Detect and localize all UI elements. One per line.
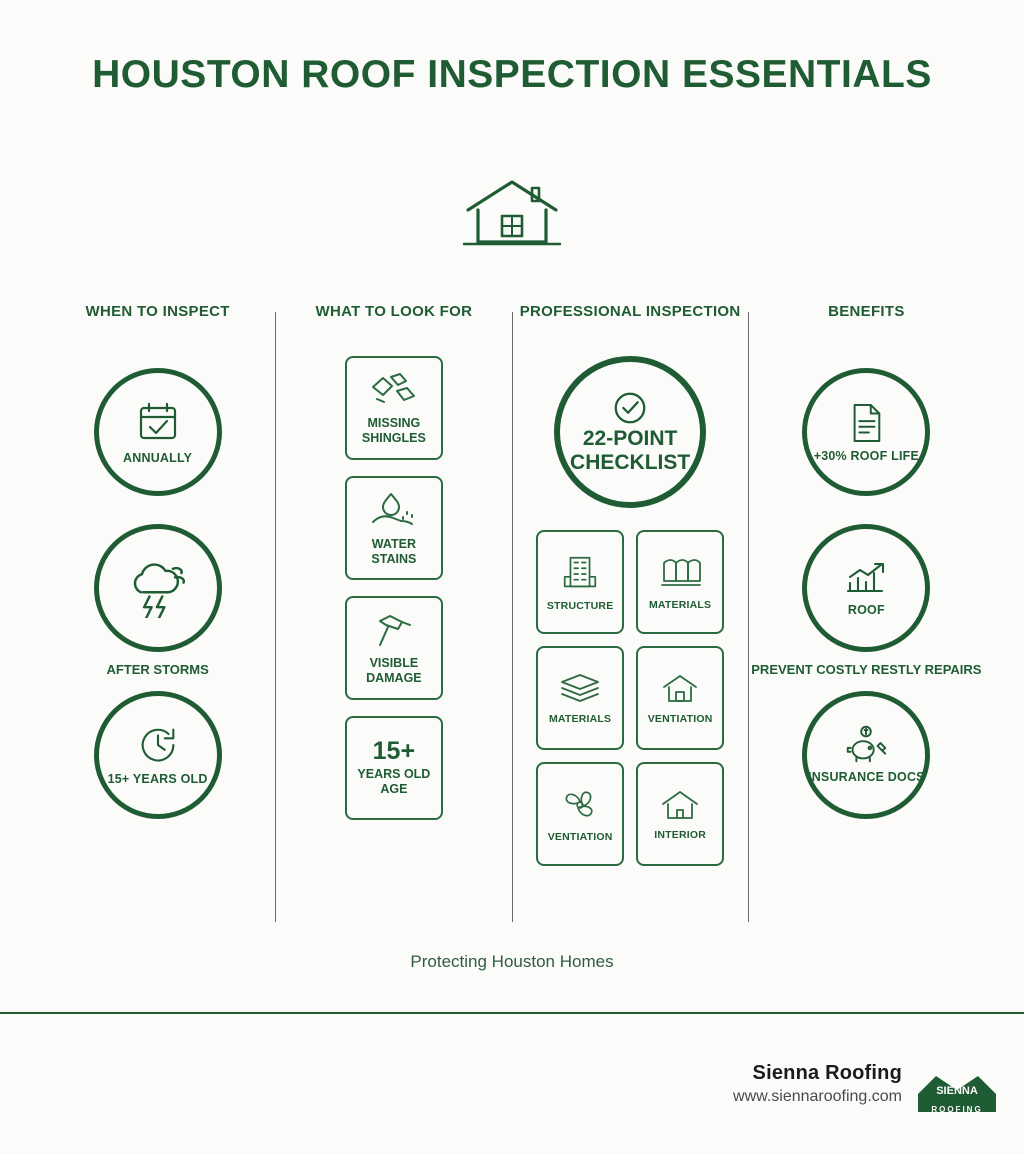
card-visible-damage: [345, 596, 443, 700]
minicard-ventiation-2: [536, 762, 624, 866]
item-caption: +30% ROOF LIFE: [813, 448, 919, 463]
item-label: AFTER STORMS: [106, 662, 209, 677]
footer-brand: [733, 1062, 902, 1106]
card-caption: VISIBLE DAMAGE: [366, 655, 422, 685]
column-when-to-inspect: [40, 302, 275, 922]
check-circle-icon: [611, 389, 649, 427]
column-title: PROFESSIONAL INSPECTION: [519, 303, 741, 320]
item-15-years-old: [94, 691, 222, 819]
house-interior-icon: [658, 787, 702, 823]
broken-shingles-icon: [366, 371, 422, 411]
column-title: WHAT TO LOOK FOR: [315, 303, 473, 320]
storm-cloud-icon: [126, 558, 190, 618]
item-roof-life: [802, 368, 930, 496]
minicard-materials-2: [536, 646, 624, 750]
minicard-caption: STRUCTURE: [546, 600, 614, 612]
calendar-check-icon: [134, 399, 182, 447]
logo-subtext: ROOFING: [931, 1105, 983, 1114]
item-annually: [94, 368, 222, 496]
stacked-sheets-icon: [558, 671, 602, 707]
svg-text:SIENNA: SIENNA: [936, 1085, 978, 1097]
minicard-caption: INTERIOR: [654, 829, 707, 841]
column-benefits: [749, 302, 984, 922]
fan-icon: [559, 785, 601, 825]
item-roof-growth: [751, 524, 981, 679]
inspection-grid: [536, 530, 724, 866]
document-icon: [847, 401, 885, 445]
badge-label: 22-POINT CHECKLIST: [570, 427, 691, 474]
house-icon: [462, 176, 562, 254]
minicard-caption: VENTIATION: [547, 831, 613, 843]
water-drop-hand-icon: [366, 490, 422, 532]
card-missing-shingles: [345, 356, 443, 460]
badge-22-point-checklist: [554, 356, 706, 508]
columns-area: [40, 302, 984, 922]
card-caption: YEARS OLD AGE: [357, 767, 431, 796]
clock-icon: [135, 722, 181, 768]
card-caption: WATER STAINS: [371, 536, 417, 566]
minicard-caption: VENTIATION: [647, 713, 713, 725]
minicard-materials-1: [636, 530, 724, 634]
card-water-stains: [345, 476, 443, 580]
item-caption: INSURANCE DOCS: [808, 770, 925, 785]
shingle-layers-icon: [658, 553, 702, 593]
minicard-ventiation-1: [636, 646, 724, 750]
company-website[interactable]: www.siennaroofing.com: [733, 1088, 902, 1105]
column-title: BENEFITS: [828, 303, 905, 320]
sienna-roofing-logo: [914, 1068, 1000, 1120]
item-after-storms: [94, 524, 222, 679]
building-icon: [559, 552, 601, 594]
tagline: Protecting Houston Homes: [410, 952, 614, 971]
minicard-caption: MATERIALS: [548, 713, 612, 725]
column-professional-inspection: [513, 302, 748, 922]
item-caption: ANNUALLY: [123, 450, 193, 465]
item-caption: 15+ YEARS OLD: [107, 772, 208, 787]
item-label: PREVENT COSTLY RESTLY REPAIRS: [751, 662, 982, 677]
card-value: 15+: [372, 737, 416, 766]
card-age: [345, 716, 443, 820]
card-caption: MISSING SHINGLES: [361, 415, 426, 445]
hammer-icon: [369, 611, 419, 651]
company-name: Sienna Roofing: [752, 1062, 902, 1084]
page-title: HOUSTON ROOF INSPECTION ESSENTIALS: [92, 53, 932, 96]
minicard-caption: MATERIALS: [648, 599, 712, 611]
item-insurance-docs: [802, 691, 930, 819]
minicard-structure: [536, 530, 624, 634]
footer-divider: [0, 1012, 1024, 1014]
piggy-bank-wrench-icon: [841, 724, 891, 766]
column-title: WHEN TO INSPECT: [85, 303, 230, 320]
item-caption: ROOF: [847, 602, 885, 617]
column-what-to-look-for: [276, 302, 511, 922]
minicard-interior: [636, 762, 724, 866]
growth-chart-icon: [842, 559, 890, 599]
house-vent-icon: [658, 671, 702, 707]
